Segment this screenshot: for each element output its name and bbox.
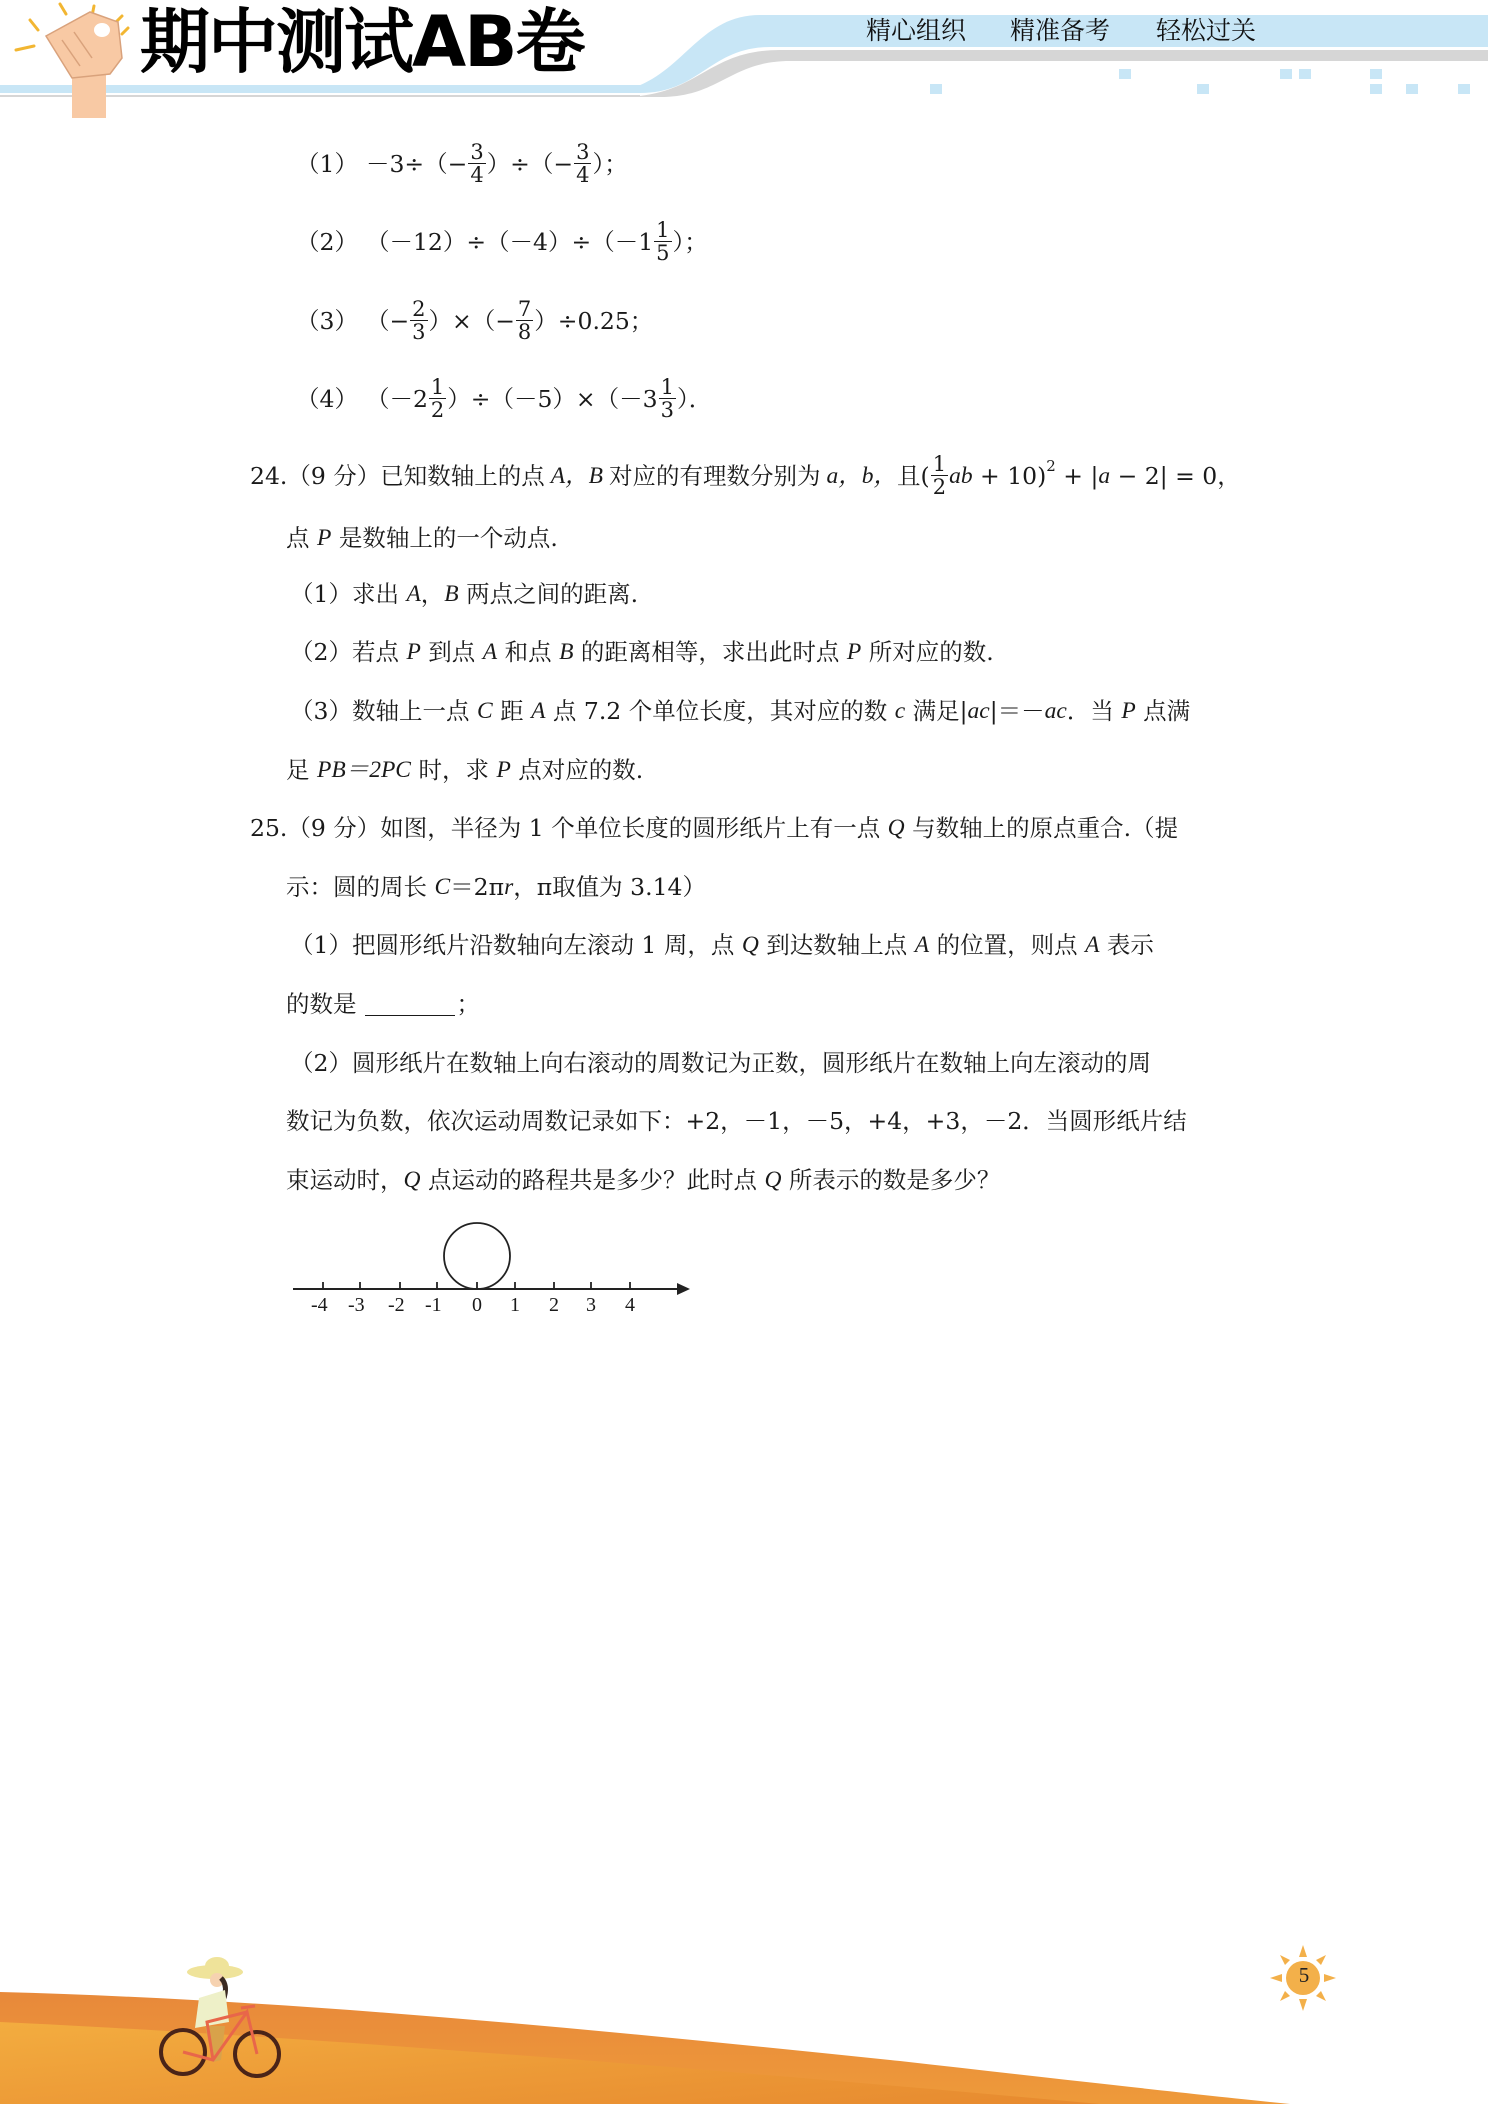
decor-square bbox=[1280, 69, 1292, 79]
stem-text: 表示 bbox=[1099, 931, 1154, 959]
header-title: 期中测试AB卷 bbox=[140, 1, 584, 83]
minus-sign: − bbox=[553, 149, 574, 178]
expr-text: ）÷（－5）×（－3 bbox=[447, 384, 658, 413]
arrow-icon bbox=[677, 1283, 690, 1295]
q23-part-4 bbox=[296, 376, 712, 421]
page-number: 5 bbox=[1298, 1963, 1310, 1987]
math-var: ac bbox=[1044, 698, 1067, 724]
question-number: 25. bbox=[250, 814, 288, 842]
q25-sub-2-line2 bbox=[286, 1104, 1187, 1138]
stem-text: 圆形纸片在数轴上向右滚动的周数记为正数，圆形纸片在数轴上向左滚动的周 bbox=[351, 1049, 1151, 1077]
part-label: （1） bbox=[296, 149, 358, 178]
stem-text: 满足| bbox=[905, 697, 968, 725]
math-var: a，b， bbox=[826, 462, 898, 489]
math-var: C bbox=[434, 874, 451, 900]
q24-sub-1 bbox=[290, 577, 638, 611]
part-label: （3） bbox=[296, 306, 358, 335]
stem-text: 把圆形纸片沿数轴向左滚动 1 周，点 bbox=[351, 931, 742, 959]
slogan-2: 精准备考 bbox=[1010, 16, 1111, 45]
expr-text: －3÷（ bbox=[365, 149, 448, 178]
stem-text: ．当 bbox=[1066, 697, 1122, 725]
expr-text: ）． bbox=[676, 384, 713, 413]
exponent: 2 bbox=[1046, 456, 1056, 475]
stem-text: 时，求 bbox=[410, 756, 497, 784]
decor-square bbox=[1370, 69, 1382, 79]
stem-text: 的距离相等，求出此时点 bbox=[573, 638, 847, 666]
math-text: + 10) bbox=[972, 461, 1047, 490]
math-var: ac bbox=[967, 698, 990, 724]
stem-text: 的位置，则点 bbox=[929, 931, 1086, 959]
math-var: P bbox=[406, 639, 421, 665]
tick-label: -4 bbox=[311, 1294, 328, 1316]
decor-square bbox=[1370, 84, 1382, 94]
q24-stem bbox=[250, 453, 1241, 498]
math-var: r bbox=[504, 874, 514, 900]
stem-text: 点 7.2 个单位长度，其对应的数 bbox=[545, 697, 895, 725]
stem-text: 距 bbox=[492, 697, 532, 725]
stem-text: 数记为负数，依次运动周数记录如下：+2，－1，－5，+4，+3，－2．当圆形纸片结 bbox=[286, 1107, 1187, 1135]
decor-square bbox=[1197, 84, 1209, 94]
q24-sub-3 bbox=[290, 694, 1190, 728]
math-var: B bbox=[559, 639, 574, 665]
math-var: A bbox=[482, 639, 498, 665]
q24-stem-line2 bbox=[286, 521, 558, 555]
q25-stem bbox=[250, 811, 1178, 845]
stem-text: |＝－ bbox=[989, 697, 1045, 725]
fraction: $\frac{7}{8}$ bbox=[517, 297, 532, 344]
math-var: P bbox=[1121, 698, 1136, 724]
paper-circle bbox=[444, 1223, 510, 1289]
math-var: A bbox=[914, 932, 930, 958]
math-var: A，B bbox=[550, 462, 604, 489]
stem-text: ＝2π bbox=[450, 873, 505, 901]
stem-text: 已知数轴上的点 bbox=[380, 461, 545, 490]
tick-label: 0 bbox=[472, 1294, 482, 1316]
q24-sub-3-line2 bbox=[286, 753, 643, 787]
stem-text: 是数轴上的一个动点. bbox=[331, 524, 558, 552]
page-header bbox=[0, 0, 1488, 120]
stem-text: 如图，半径为 1 个单位长度的圆形纸片上有一点 bbox=[380, 814, 888, 842]
q23-part-2 bbox=[296, 219, 708, 264]
stem-text: 示：圆的周长 bbox=[286, 873, 435, 901]
expr-text: ）÷0.25； bbox=[534, 306, 654, 335]
tick-label: -3 bbox=[348, 1294, 365, 1316]
math-expr: PB＝2PC bbox=[316, 757, 411, 783]
fraction: $\frac{1}{3}$ bbox=[660, 375, 674, 422]
math-var: P bbox=[316, 525, 332, 551]
cyclist-icon bbox=[155, 1950, 285, 2100]
stem-text: 束运动时， bbox=[286, 1166, 404, 1194]
stem-text: 且( bbox=[897, 461, 930, 490]
expr-text: ）÷（ bbox=[486, 149, 554, 178]
part-label: （2） bbox=[290, 1049, 352, 1077]
tick-label: 1 bbox=[510, 1294, 520, 1316]
expr-text: ）； bbox=[672, 227, 708, 256]
math-var: A bbox=[1085, 932, 1100, 958]
expr-text: ）×（− bbox=[428, 306, 515, 335]
stem-text: 求出 bbox=[351, 580, 407, 608]
stem-text: 点 bbox=[286, 524, 317, 552]
q25-sub-2 bbox=[290, 1046, 1151, 1080]
math-text: + | bbox=[1055, 461, 1099, 490]
tick-label: 4 bbox=[625, 1294, 635, 1316]
answer-blank[interactable] bbox=[365, 993, 455, 1016]
fraction: $\frac{2}{3}$ bbox=[412, 297, 426, 344]
q23-part-3 bbox=[296, 298, 653, 343]
minus-sign: − bbox=[447, 149, 468, 178]
math-var: P bbox=[496, 757, 511, 783]
stem-text: 点运动的路程共是多少？此时点 bbox=[420, 1166, 765, 1194]
expr-text: （－2 bbox=[365, 384, 428, 413]
q24-sub-2 bbox=[290, 635, 994, 669]
math-var: Q bbox=[887, 815, 905, 841]
fraction: $\frac{1}{2}$ bbox=[430, 375, 445, 422]
stem-text: 所表示的数是多少？ bbox=[781, 1166, 1001, 1194]
part-label: （1） bbox=[290, 580, 352, 608]
q25-sub-1 bbox=[290, 928, 1154, 962]
part-label: （1） bbox=[290, 931, 352, 959]
part-label: （2） bbox=[290, 638, 352, 666]
q25-sub-1-line2 bbox=[286, 987, 480, 1021]
tick-label: -2 bbox=[388, 1294, 405, 1316]
stem-text: 和点 bbox=[497, 638, 560, 666]
q23-part-1 bbox=[296, 141, 628, 186]
fraction: $\frac{3}{4}$ bbox=[470, 140, 484, 187]
expr-text: （− bbox=[365, 306, 410, 335]
q25-sub-2-line3 bbox=[286, 1163, 1000, 1197]
expr-text: ）； bbox=[592, 149, 628, 178]
decor-square bbox=[1299, 69, 1311, 79]
part-label: （4） bbox=[296, 384, 358, 413]
stem-text: 两点之间的距离. bbox=[458, 580, 639, 608]
stem-text: ，π取值为 3.14） bbox=[513, 873, 706, 901]
question-score: （9 分） bbox=[287, 814, 381, 842]
stem-text: 到达数轴上点 bbox=[758, 931, 915, 959]
part-label: （3） bbox=[290, 697, 352, 725]
stem-text: 所对应的数. bbox=[861, 638, 994, 666]
stem-text: 足 bbox=[286, 756, 317, 784]
question-score: （9 分） bbox=[287, 461, 381, 490]
math-var: Q bbox=[741, 932, 759, 958]
stem-text: 数轴上一点 bbox=[351, 697, 477, 725]
stem-text: ， bbox=[420, 580, 445, 608]
slogan-3: 轻松过关 bbox=[1156, 16, 1257, 45]
math-text: − 2| = 0， bbox=[1110, 461, 1241, 490]
tick-label: 2 bbox=[549, 1294, 559, 1316]
question-number: 24. bbox=[250, 461, 288, 490]
tick-label: 3 bbox=[586, 1294, 596, 1316]
stem-text: 点对应的数. bbox=[510, 756, 644, 784]
decor-square bbox=[1458, 84, 1470, 94]
q25-stem-line2 bbox=[286, 870, 706, 904]
math-var: P bbox=[846, 639, 862, 665]
decor-square bbox=[1119, 69, 1131, 79]
stem-text: 到点 bbox=[420, 638, 483, 666]
part-label: （2） bbox=[296, 227, 358, 256]
math-var: A bbox=[406, 581, 421, 607]
slogan-1: 精心组织 bbox=[866, 16, 967, 45]
decor-square bbox=[1406, 84, 1418, 94]
math-var: Q bbox=[403, 1167, 421, 1193]
decor-square bbox=[930, 84, 942, 94]
stem-text: 点满 bbox=[1135, 697, 1191, 725]
stem-text: ； bbox=[456, 990, 480, 1018]
math-var: B bbox=[444, 581, 459, 607]
stem-text: 的数是 bbox=[286, 990, 357, 1018]
math-var: Q bbox=[764, 1167, 782, 1193]
math-var: a bbox=[1098, 462, 1111, 489]
fraction: $\frac{1}{2}$ bbox=[932, 452, 947, 499]
stem-text: 与数轴上的原点重合.（提 bbox=[904, 814, 1179, 842]
math-var: A bbox=[531, 698, 546, 724]
stem-text: 若点 bbox=[351, 638, 407, 666]
raised-fist-icon bbox=[10, 0, 140, 118]
page-footer bbox=[0, 1940, 1488, 2104]
fraction: $\frac{3}{4}$ bbox=[576, 140, 590, 187]
number-line-figure bbox=[285, 1210, 705, 1330]
stem-text: 对应的有理数分别为 bbox=[609, 461, 821, 490]
fraction: $\frac{1}{5}$ bbox=[656, 218, 670, 265]
math-var: C bbox=[476, 698, 493, 724]
expr-text: （－12）÷（－4）÷（－1 bbox=[365, 227, 654, 256]
math-var: ab bbox=[949, 462, 973, 489]
tick-label: -1 bbox=[425, 1294, 442, 1316]
math-var: c bbox=[894, 698, 906, 724]
